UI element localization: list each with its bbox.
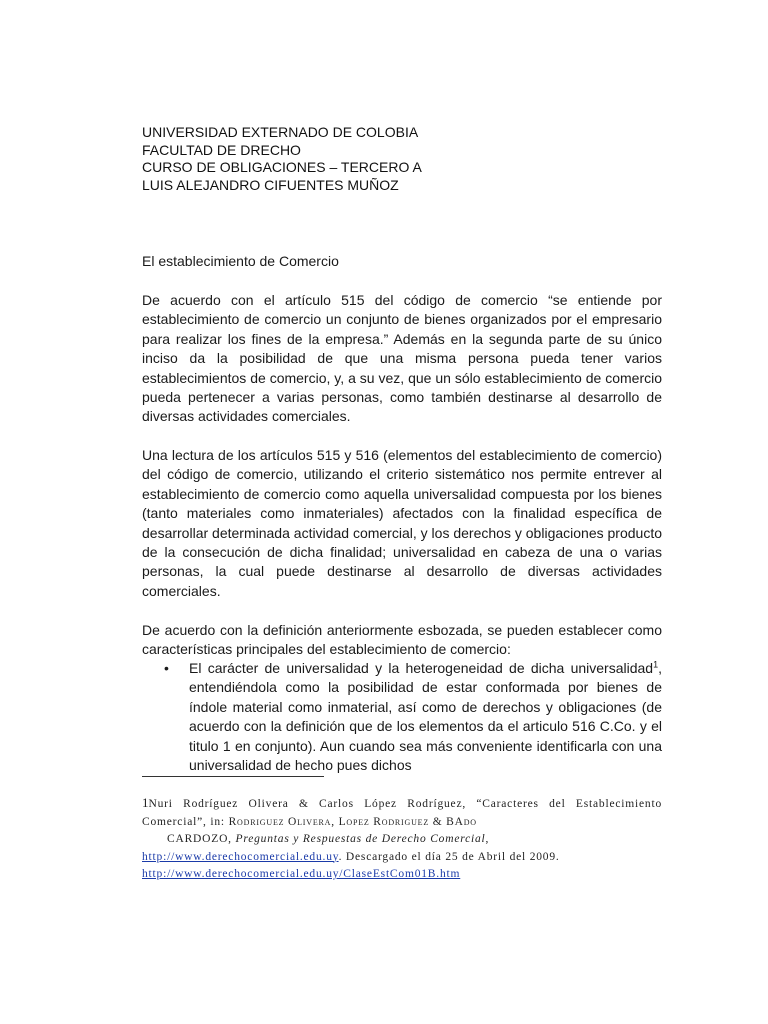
footnote-separator [142, 776, 324, 777]
footnote-text-2: . Descargado el día 25 de Abril del 2009. [338, 850, 560, 863]
footnote-authors: Rodriguez Olivera, Lopez Rodriguez & BAdo [228, 815, 477, 828]
bullet-text [189, 659, 662, 775]
footnote-reference[interactable]: 1 [653, 659, 659, 670]
bullet-marker: • [164, 660, 169, 676]
bullet-text-end: , entendiéndola como la posibilidad de estar conformada por bienes de índole material como inmaterial, así como de derechos y obligaciones (de acuerdo con la definición que de los elementos da el articulo 516 C.Co. y el titulo 1 en conjunto). Aun cuando sea más conveniente identificarla con una universalidad de hecho pues dichos [189, 660, 662, 774]
footnote-comma: , [485, 833, 490, 845]
header-author: LUIS ALEJANDRO CIFUENTES MUÑOZ [142, 176, 399, 193]
document-title: El establecimiento de Comercio [142, 253, 339, 269]
footnote-author-last: CARDOZO, [167, 833, 236, 845]
header-course: CURSO DE OBLIGACIONES – TERCERO A [142, 159, 422, 175]
footnote-book-title: Preguntas y Respuestas de Derecho Comercial [235, 833, 486, 845]
footnote-link-site[interactable]: http://www.derechocomercial.edu.uy [142, 850, 339, 863]
footnote-link-page[interactable]: http://www.derechocomercial.edu.uy/ClaseEstCom01B.htm [142, 868, 461, 880]
header-university: UNIVERSIDAD EXTERNADO DE COLOBIA [142, 124, 419, 140]
footnote-number: 1 [142, 795, 149, 810]
footnote-text-1: Nuri Rodríguez Olivera & Carlos López Rodríguez, “Caracteres del Establecimiento Comercial”, in: [142, 798, 662, 828]
bullet-text-start: El carácter de universalidad y la heterogeneidad de dicha universalidad [189, 660, 654, 676]
header-faculty: FACULTAD DE DRECHO [142, 141, 301, 158]
paragraph-3: De acuerdo con la definición anteriormente esbozada, se pueden establecer como características principales del establecimiento de comercio: [142, 622, 662, 658]
paragraph-1: De acuerdo con el artículo 515 del código de comercio “se entiende por establecimiento de comercio un conjunto de bienes organizados por el empresario para realizar los fines de la empresa.” Además en la segunda parte de su único inciso da la posibilidad de que una misma persona pueda tener varios establecimientos de comercio, y, a su vez, que un sólo establecimiento de comercio pueda pertenecer a varias personas, como también destinarse al desarrollo de diversas actividades comerciales. [142, 292, 662, 425]
document-header [142, 124, 422, 194]
footnote [142, 794, 662, 884]
paragraph-2: Una lectura de los artículos 515 y 516 (elementos del establecimiento de comercio) del código de comercio, utilizando el criterio sistemático nos permite entrever al establecimiento de comercio como aquella universalidad compuesta por los bienes (tanto materiales como inmateriales) afectados con la finalidad específica de desarrollar determinada actividad comercial, y los derechos y obligaciones producto de la consecución de dicha finalidad; universalidad en cabeza de una o varias personas, la cual puede destinarse al desarrollo de diversas actividades comerciales. [142, 447, 662, 599]
